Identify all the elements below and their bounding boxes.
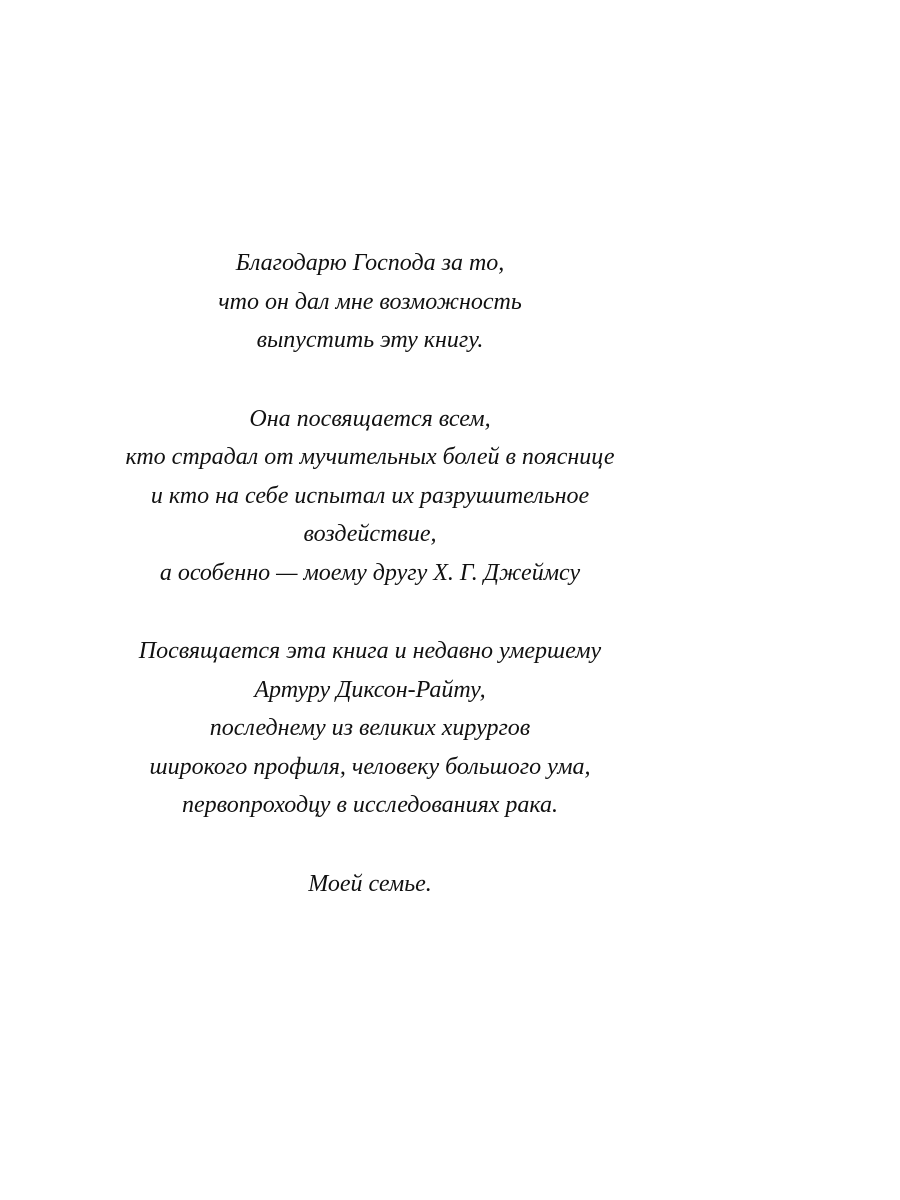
dedication-line: а особенно — моему другу Х. Г. Джеймсу	[159, 559, 581, 586]
dedication-paragraph-sufferers	[0, 400, 740, 593]
dedication-line: Она посвящается всем,	[249, 405, 491, 432]
dedication-line: кто страдал от мучительных болей в пояснице	[125, 444, 615, 470]
dedication-line: последнему из великих хирургов	[209, 715, 531, 741]
dedication-line: воздействие,	[303, 521, 437, 547]
dedication-line: широкого профиля, человеку большого ума,	[149, 753, 591, 780]
dedication-line: и кто на себе испытал их разрушительное	[150, 482, 590, 509]
dedication-line: Моей семье.	[308, 870, 432, 897]
dedication-paragraph-surgeon	[0, 632, 740, 825]
dedication-line: Артуру Диксон-Райту,	[254, 676, 486, 703]
dedication-paragraph-thanks	[0, 244, 740, 360]
dedication-line: выпустить эту книгу.	[256, 327, 484, 353]
dedication-text	[0, 244, 740, 903]
dedication-line: что он дал мне возможность	[218, 288, 522, 315]
dedication-line: Благодарю Господа за то,	[235, 250, 505, 276]
dedication-line: Посвящается эта книга и недавно умершему	[138, 638, 602, 664]
dedication-line: первопроходцу в исследованиях рака.	[181, 792, 559, 818]
dedication-paragraph-family	[0, 865, 740, 904]
